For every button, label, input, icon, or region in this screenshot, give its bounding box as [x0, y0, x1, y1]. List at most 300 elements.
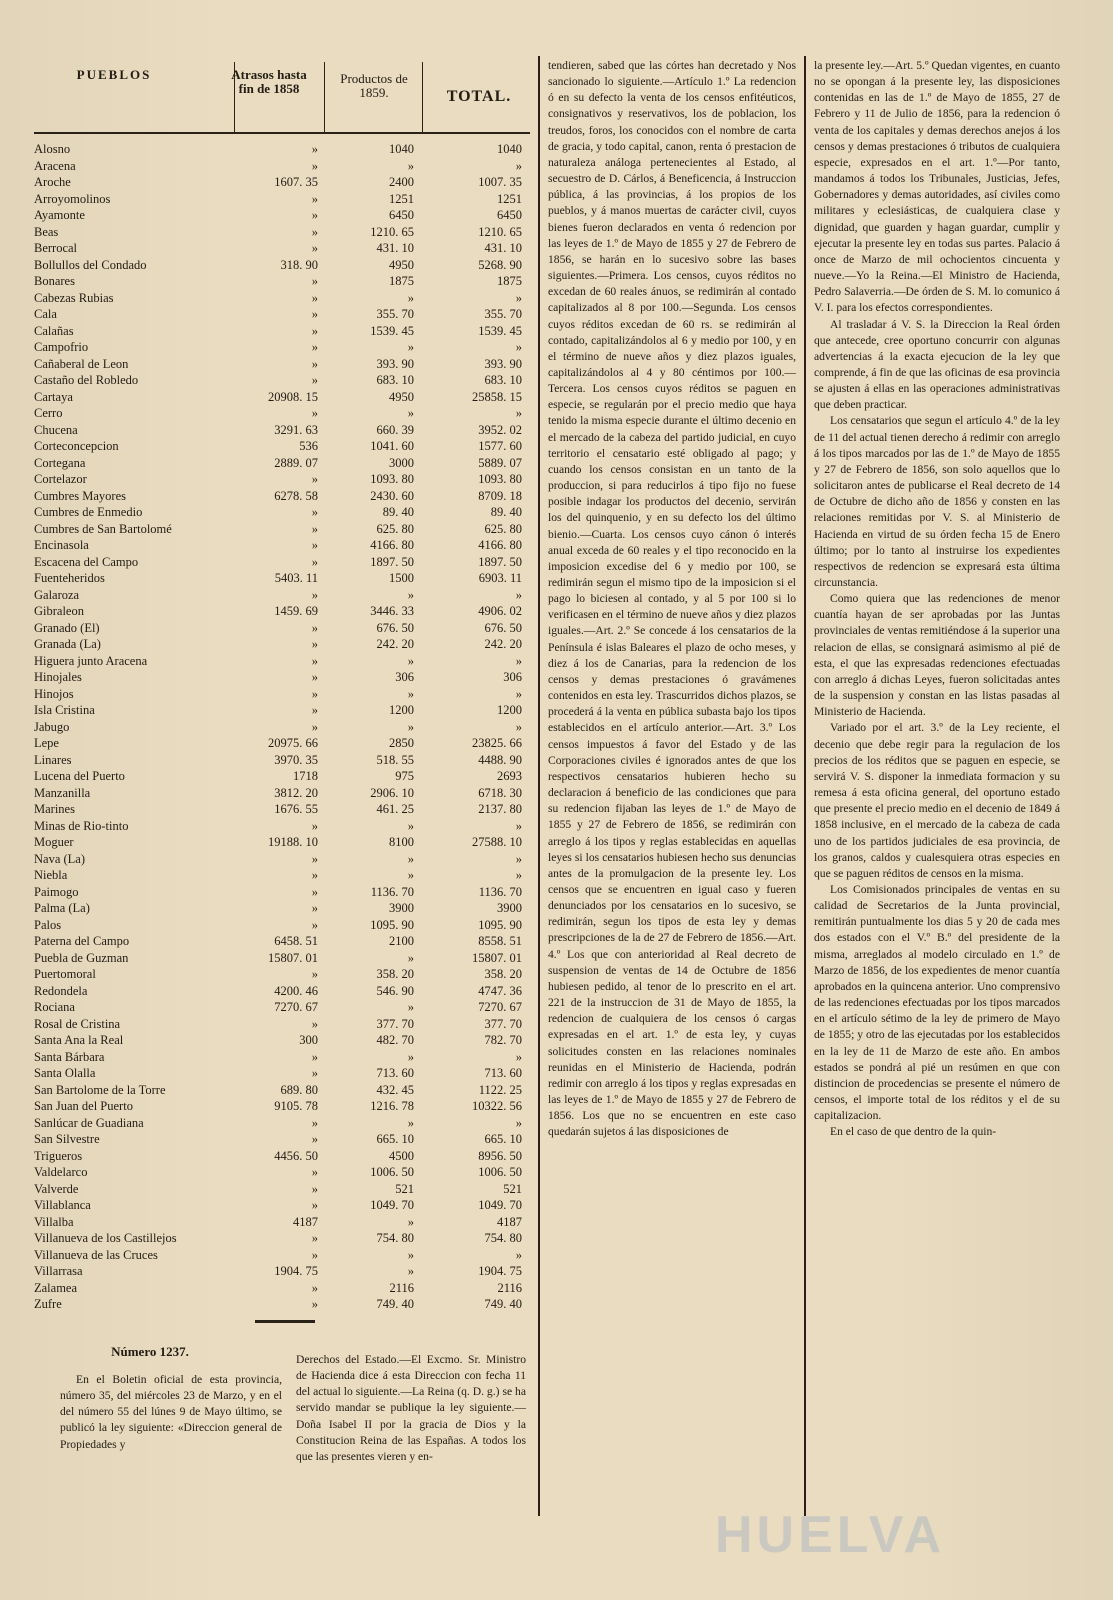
atrasos-cell: 3812. 20	[274, 785, 318, 800]
total-cell: 27588. 10	[472, 835, 522, 849]
total-cell: 8709. 18	[478, 488, 522, 503]
pueblo-cell: Puertomoral	[34, 967, 96, 981]
atrasos-cell: »	[311, 191, 318, 206]
pueblo-cell: Cumbres de San Bartolomé	[34, 521, 172, 536]
productos-cell: 1875	[389, 274, 414, 288]
atrasos-cell: 2889. 07	[274, 455, 318, 470]
pueblo-cell: Cartaya	[34, 389, 73, 404]
atrasos-cell: »	[311, 1181, 318, 1196]
atrasos-cell: »	[311, 670, 318, 684]
pueblo-cell: Hinojales	[34, 670, 82, 684]
censos-table	[34, 62, 530, 1322]
table-row	[34, 455, 530, 472]
table-row	[34, 438, 530, 455]
pueblo-cell: Rociana	[34, 1000, 75, 1014]
pueblo-cell: Higuera junto Aracena	[34, 653, 148, 668]
atrasos-cell: »	[311, 1198, 318, 1212]
pueblo-cell: Moguer	[34, 835, 74, 849]
total-cell: 2137. 80	[478, 802, 522, 816]
total-cell: 6450	[497, 208, 522, 222]
total-cell: 1904. 75	[478, 1264, 522, 1278]
productos-cell: 432. 45	[376, 1082, 414, 1097]
atrasos-cell: 318. 90	[280, 257, 318, 272]
pueblo-cell: Beas	[34, 224, 59, 239]
productos-cell: »	[407, 1000, 414, 1014]
productos-cell: 3900	[389, 901, 414, 915]
productos-cell: 749. 40	[376, 1297, 414, 1311]
pueblo-cell: Cabezas Rubias	[34, 290, 114, 305]
total-cell: 5268. 90	[478, 257, 522, 272]
header-pueblos: PUEBLOS	[76, 67, 152, 82]
table-row	[34, 1131, 530, 1148]
total-cell: 1049. 70	[478, 1198, 522, 1212]
total-cell: »	[515, 406, 522, 420]
table-row	[34, 1148, 530, 1165]
total-cell: 6903. 11	[478, 571, 522, 585]
total-cell: »	[515, 653, 522, 668]
pueblo-cell: Isla Cristina	[34, 703, 95, 717]
productos-cell: 1093. 80	[370, 472, 414, 486]
table-row	[34, 653, 530, 670]
atrasos-cell: »	[311, 967, 318, 981]
productos-cell: 1040	[389, 142, 414, 156]
atrasos-cell: »	[311, 637, 318, 651]
atrasos-cell: 6458. 51	[274, 934, 318, 948]
number-title: Número 1237.	[111, 1344, 189, 1359]
productos-cell: »	[407, 868, 414, 882]
total-cell: 25858. 15	[472, 389, 522, 404]
productos-cell: 3000	[389, 455, 414, 470]
atrasos-cell: 1718	[293, 769, 318, 783]
atrasos-cell: »	[311, 290, 318, 305]
text-column-4	[814, 58, 1060, 1140]
productos-cell: 2100	[389, 934, 414, 948]
atrasos-cell: 20975. 66	[268, 736, 318, 750]
productos-cell: 546. 90	[376, 983, 414, 998]
pueblo-cell: Cortelazor	[34, 472, 87, 486]
pueblo-cell: Jabugo	[34, 719, 70, 734]
pueblo-cell: Villarrasa	[34, 1264, 83, 1278]
table-row	[34, 207, 530, 224]
table-row	[34, 471, 530, 488]
productos-cell: 660. 39	[376, 422, 414, 437]
atrasos-cell: »	[311, 538, 318, 552]
table-row	[34, 735, 530, 752]
total-cell: 4166. 80	[478, 538, 522, 552]
atrasos-cell: »	[311, 554, 318, 569]
total-cell: 625. 80	[484, 521, 522, 536]
total-cell: 1200	[497, 703, 522, 717]
pueblo-cell: Bonares	[34, 274, 75, 288]
header-productos: Productos de 1859.	[340, 71, 408, 100]
atrasos-cell: 6278. 58	[274, 488, 318, 503]
paragraph: Variado por el art. 3.º de la Ley reciente, el decenio que debe regir para la regulacion de los precios de los réditos que se paguen en especie, se servirá V. S. disponer la inmediata formacion y su remesa á esta oficina general, del oportuno estado que presente el precio medio en el decenio de 1849 á 1858 inclusive, en el mercado de la cabeza de cada uno de los partidos judiciales de esa provincia, de los granos, caldos y cualesquiera otras especies en que se paguen réditos de censos en la misma.	[814, 721, 1060, 880]
pueblo-cell: Bollullos del Condado	[34, 257, 147, 272]
productos-cell: 1539. 45	[370, 323, 414, 338]
total-cell: 676. 50	[484, 620, 522, 635]
total-cell: »	[515, 290, 522, 305]
table-row	[34, 1164, 530, 1181]
total-cell: 749. 40	[484, 1297, 522, 1311]
atrasos-cell: 15807. 01	[268, 950, 318, 965]
header-divider	[324, 62, 325, 132]
productos-cell: »	[407, 1264, 414, 1278]
productos-cell: 2906. 10	[370, 785, 414, 800]
productos-cell: 1095. 90	[370, 917, 414, 932]
table-row	[34, 1098, 530, 1115]
productos-cell: 2400	[389, 175, 414, 189]
pueblo-cell: Chucena	[34, 422, 78, 437]
pueblo-cell: Paterna del Campo	[34, 934, 130, 948]
pueblo-cell: Santa Olalla	[34, 1066, 96, 1080]
bottom-paragraph: En el Boletin oficial de esta provincia, número 35, del miércoles 23 de Marzo, y en el del número 55 del lúnes 9 de Mayo último, se publicó la ley siguiente: «Direccion general de Propiedades y	[60, 1373, 282, 1451]
atrasos-cell: »	[311, 158, 318, 173]
total-cell: 3952. 02	[478, 422, 522, 437]
bottom-column-2	[296, 1352, 526, 1465]
productos-cell: 8100	[389, 835, 414, 849]
pueblo-cell: Granado (El)	[34, 620, 100, 635]
pueblo-cell: Calañas	[34, 323, 74, 338]
pueblo-cell: Alosno	[34, 142, 71, 156]
atrasos-cell: 4200. 46	[274, 983, 318, 998]
atrasos-cell: 4187	[293, 1214, 318, 1229]
pueblo-cell: Gibraleon	[34, 604, 84, 618]
pueblo-cell: Niebla	[34, 868, 68, 882]
total-cell: »	[515, 818, 522, 833]
pueblo-cell: Linares	[34, 752, 72, 767]
pueblo-cell: Aracena	[34, 158, 76, 173]
total-cell: 754. 80	[484, 1231, 522, 1245]
atrasos-cell: 300	[299, 1033, 318, 1047]
atrasos-cell: »	[311, 1297, 318, 1311]
productos-cell: »	[407, 158, 414, 173]
table-row	[34, 1296, 530, 1313]
productos-cell: 393. 90	[376, 356, 414, 371]
atrasos-cell: 20908. 15	[268, 389, 318, 404]
atrasos-cell: 3291. 63	[274, 422, 318, 437]
productos-cell: »	[407, 406, 414, 420]
total-cell: »	[515, 1049, 522, 1064]
atrasos-cell: »	[311, 406, 318, 420]
table-row	[34, 554, 530, 571]
productos-cell: »	[407, 851, 414, 866]
atrasos-cell: »	[311, 851, 318, 866]
productos-cell: »	[407, 1214, 414, 1229]
total-cell: 2116	[497, 1280, 522, 1295]
total-cell: 431. 10	[484, 241, 522, 255]
pueblo-cell: Puebla de Guzman	[34, 950, 129, 965]
pueblo-cell: Santa Ana la Real	[34, 1033, 124, 1047]
table-row	[34, 174, 530, 191]
total-cell: 1251	[497, 191, 522, 206]
atrasos-cell: »	[311, 1066, 318, 1080]
table-row	[34, 950, 530, 967]
pueblo-cell: San Juan del Puerto	[34, 1099, 133, 1113]
productos-cell: 4166. 80	[370, 538, 414, 552]
pueblo-cell: Cumbres Mayores	[34, 488, 126, 503]
paragraph: tendieren, sabed que las córtes han decretado y Nos sancionado lo siguiente.—Artículo 1.º La redencion ó en su defecto la venta de los censos enfitéuticos, consignativos y reservativos, los de poblacion, los treudos, foros, los conocidos con el nombre de carta de gracia, y todo capital, canon, renta ó prestacion de naturaleza análoga pertenecientes al Estado, al secuestro de D. Cárlos, á Beneficencia, á Instruccion pública, á las provincias, á los propios de los pueblos, y á manos muertas de carácter civil, cuyos bienes fueron declarados en venta ó redencion por las leyes de 1.º de Mayo de 1855 y 27 de Febrero de 1856, se harán en lo sucesivo sobre las bases siguientes.—Primera. Los censos, cuyos réditos no excedan de 60 reales ánuos, se redimirán al contado capitalizados al 8 por 100.—Segunda. Los censos cuyos réditos excedan de 60 rs. se redimirán al contado, capitalizándolos al 6 y medio por 100, y en el término de nueve años y diez plazos iguales, capitalizándolos al 4 y 80 céntimos por 100.—Tercera. Los censos cuyos réditos se paguen en especie, se regularán por el precio medio que haya tenido la misma especie durante el último decenio en el mercado de la cabeza del partido judicial, en cuyo territorio el censatario esté obligado al pago; y cuando los censos consistan en un tanto de la produccion, si para reducirlos á tipo fijo no fuese posible indagar los productos del decenio, servirán los del quinquenio, y en su defecto los del último bienio.—Cuarta. Los censos cuyo cánon ó interés anual exceda de 60 reales y el tipo reconocido en la imposicion excedise del 6 y medio por 100, se redimirán segun el mismo tipo de la imposicion si el pago lo biciesen al contado, y al 5 por 100 si lo verificasen en el término de nueve años y diez plazos iguales.—Art. 2.º Se concede á los censatarios de la Península é islas Baleares el plazo de ocho meses, y diez á los de Canarias, para la redencion de los censos y demas prestaciones ó gravámenes contenidos en esta ley. Trascurridos dichos plazos, se procederá á la venta en pública subasta bajo los tipos establecidos en el artículo anterior.—Art. 3.º Los censos impuestos á favor del Estado y de las Corporaciones civiles é ignorados antes de que los respectivos censatarios hubieren hecho su declaracion á beneficio de las condiciones que para su redencion fijaban las leyes de 1.º de Mayo de 1855 y 27 de Febrero de 1856, se redimirán con arreglo á los tipos y reglas establecidas en aquellas leyes si los censatarios hubiesen hecho sus denuncias antes de la promulgacion de la presente ley. Los censos que se encuentren en igual caso y fueren denunciados por los censatarios en lo sucesivo, se redimirán, segun los tipos de esta ley y demas prescripciones de la de 27 de Febrero de 1856.—Art. 4.º Los que con anterioridad al Real decreto de suspension de ventas de 14 de Octubre de 1856 hubiesen pedido, al tenor de lo prescrito en el art. 221 de la instruccion de 31 de Mayo de 1855, la redencion de cualquiera de los censos ó cargas expresadas en el art. 1.º de esta ley, y cuyas solicitudes consten en las relaciones nominales reunidas en el Ministerio de Hacienda, podrán redimir con arreglo á los tipos y reglas expresadas en las leyes de 1.º de Mayo de 1855 y 27 de Febrero de 1856. Los que no se encuentren en este caso quedarán sujetos á las disposiciones de	[548, 59, 796, 1139]
productos-cell: 2116	[389, 1280, 414, 1295]
table-row	[34, 1049, 530, 1066]
pueblo-cell: Cañaberal de Leon	[34, 356, 129, 371]
total-cell: 355. 70	[484, 307, 522, 321]
atrasos-cell: »	[311, 901, 318, 915]
table-row	[34, 537, 530, 554]
table-row	[34, 933, 530, 950]
atrasos-cell: »	[311, 620, 318, 635]
productos-cell: »	[407, 1115, 414, 1130]
total-cell: 1210. 65	[478, 224, 522, 239]
atrasos-cell: »	[311, 917, 318, 932]
pueblo-cell: Zalamea	[34, 1280, 78, 1295]
table-row	[34, 1032, 530, 1049]
total-cell: 1897. 50	[478, 554, 522, 569]
total-cell: 8956. 50	[478, 1148, 522, 1163]
pueblo-cell: Santa Bárbara	[34, 1049, 105, 1064]
productos-cell: »	[407, 340, 414, 354]
productos-cell: 2430. 60	[370, 488, 414, 503]
productos-cell: 665. 10	[376, 1132, 414, 1146]
text-column-3	[548, 58, 796, 1140]
productos-cell: 355. 70	[376, 307, 414, 321]
total-cell: 713. 60	[484, 1066, 522, 1080]
productos-cell: 713. 60	[376, 1066, 414, 1080]
total-cell: 5889. 07	[478, 455, 522, 470]
atrasos-cell: 9105. 78	[274, 1099, 318, 1113]
table-row	[34, 801, 530, 818]
atrasos-cell: »	[311, 1247, 318, 1262]
productos-cell: 975	[395, 769, 414, 783]
table-row	[34, 834, 530, 851]
total-cell: »	[515, 1115, 522, 1130]
atrasos-cell: »	[311, 274, 318, 288]
atrasos-cell: 689. 80	[280, 1082, 318, 1097]
total-cell: 89. 40	[490, 505, 522, 519]
productos-cell: 1041. 60	[370, 439, 414, 453]
pueblo-cell: Valdelarco	[34, 1165, 88, 1179]
pueblo-cell: Marines	[34, 802, 75, 816]
pueblo-cell: Ayamonte	[34, 208, 85, 222]
pueblo-cell: Aroche	[34, 175, 71, 189]
atrasos-cell: »	[311, 719, 318, 734]
atrasos-cell: »	[311, 472, 318, 486]
total-cell: 242. 20	[484, 637, 522, 651]
productos-cell: 1210. 65	[370, 224, 414, 239]
table-row	[34, 636, 530, 653]
table-row	[34, 1263, 530, 1280]
productos-cell: 89. 40	[382, 505, 414, 519]
pueblo-cell: Redondela	[34, 983, 88, 998]
table-row	[34, 1181, 530, 1198]
productos-cell: 1136. 70	[370, 884, 414, 899]
atrasos-cell: »	[311, 686, 318, 701]
pueblo-cell: Cala	[34, 307, 57, 321]
atrasos-cell: »	[311, 142, 318, 156]
table-row	[34, 339, 530, 356]
pueblo-cell: Castaño del Robledo	[34, 373, 139, 387]
productos-cell: 242. 20	[376, 637, 414, 651]
column-rule-2	[804, 56, 806, 1516]
table-header	[34, 62, 530, 134]
table-body	[34, 141, 530, 1313]
pueblo-cell: Zufre	[34, 1297, 62, 1311]
header-atrasos: Atrasos hasta fin de 1858	[231, 67, 307, 96]
total-cell: »	[515, 158, 522, 173]
table-row	[34, 521, 530, 538]
total-cell: »	[515, 719, 522, 734]
table-row	[34, 752, 530, 769]
table-row	[34, 290, 530, 307]
productos-cell: 6450	[389, 208, 414, 222]
table-row	[34, 273, 530, 290]
table-row	[34, 669, 530, 686]
atrasos-cell: »	[311, 224, 318, 239]
total-cell: 393. 90	[484, 356, 522, 371]
total-cell: 1577. 60	[478, 439, 522, 453]
pueblo-cell: Rosal de Cristina	[34, 1016, 121, 1031]
bottom-paragraph: Derechos del Estado.—El Excmo. Sr. Ministro de Hacienda dice á esta Direccion con fecha 11 del actual lo siguiente.—La Reina (q. D. g.) se ha servido mandar se publique la ley siguiente.—Doña Isabel II por la gracia de Dios y la Constitucion Reina de las Españas. A todos los que las presentes vieren y en-	[296, 1353, 526, 1463]
pueblo-cell: Paimogo	[34, 884, 79, 899]
atrasos-cell: »	[311, 818, 318, 833]
productos-cell: 461. 25	[376, 802, 414, 816]
table-row	[34, 966, 530, 983]
pueblo-cell: Minas de Rio-tinto	[34, 818, 129, 833]
total-cell: 1095. 90	[478, 917, 522, 932]
pueblo-cell: Cumbres de Enmedio	[34, 505, 143, 519]
atrasos-cell: »	[311, 307, 318, 321]
total-cell: 306	[503, 670, 522, 684]
pueblo-cell: San Silvestre	[34, 1132, 100, 1146]
productos-cell: 1006. 50	[370, 1165, 414, 1179]
atrasos-cell: »	[311, 1016, 318, 1031]
total-cell: 1040	[497, 142, 522, 156]
total-cell: 1007. 35	[478, 175, 522, 189]
header-divider	[422, 62, 423, 132]
total-cell: 15807. 01	[472, 950, 522, 965]
table-row	[34, 422, 530, 439]
pueblo-cell: Lucena del Puerto	[34, 769, 125, 783]
atrasos-cell: »	[311, 241, 318, 255]
total-cell: 1093. 80	[478, 472, 522, 486]
table-row	[34, 1280, 530, 1297]
atrasos-cell: »	[311, 868, 318, 882]
atrasos-cell: 1676. 55	[274, 802, 318, 816]
atrasos-cell: »	[311, 1132, 318, 1146]
total-cell: 358. 20	[484, 967, 522, 981]
pueblo-cell: Nava (La)	[34, 851, 86, 866]
productos-cell: »	[407, 719, 414, 734]
pueblo-cell: Cerro	[34, 406, 63, 420]
total-cell: »	[515, 1247, 522, 1262]
productos-cell: 1897. 50	[370, 554, 414, 569]
productos-cell: 482. 70	[376, 1033, 414, 1047]
table-row	[34, 1115, 530, 1132]
productos-cell: »	[407, 818, 414, 833]
productos-cell: 1049. 70	[370, 1198, 414, 1212]
productos-cell: 2850	[389, 736, 414, 750]
atrasos-cell: »	[311, 340, 318, 354]
total-cell: 7270. 67	[478, 1000, 522, 1014]
table-row	[34, 488, 530, 505]
productos-cell: »	[407, 653, 414, 668]
total-cell: 782. 70	[484, 1033, 522, 1047]
total-cell: 2693	[497, 769, 522, 783]
total-cell: 1136. 70	[478, 884, 522, 899]
paragraph: la presente ley.—Art. 5.º Quedan vigentes, en cuanto no se opongan á la presente ley, las disposiciones contenidas en las de 1.º de Mayo de 1855, 27 de Febrero y 11 de Julio de 1856, para la redencion ó venta de los capitales y demas derechos anejos á los censos y demas prestaciones ó tributos de cualquiera especie, expresados en el art. 1.º—Por tanto, mandamos á todos los Tribunales, Justicias, Jefes, Gobernadores y demas autoridades, así civiles como militares y eclesiásticas, de cualquiera clase y dignidad, que guarden y hagan guardar, cumplir y ejecutar la presente ley en todas sus partes. Palacio á once de Marzo de mil ochocientos cincuenta y nueve.—Yo la Reina.—El Ministro de Hacienda, Pedro Salaverria.—De órden de S. M. lo comunico á V. I. para los efectos correspondientes.	[814, 59, 1060, 315]
productos-cell: »	[407, 290, 414, 305]
atrasos-cell: »	[311, 373, 318, 387]
section-rule	[255, 1320, 315, 1323]
table-row	[34, 191, 530, 208]
total-cell: »	[515, 851, 522, 866]
atrasos-cell: »	[311, 1280, 318, 1295]
paragraph: En el caso de que dentro de la quin-	[830, 1125, 997, 1139]
table-row	[34, 372, 530, 389]
pueblo-cell: Lepe	[34, 736, 59, 750]
atrasos-cell: »	[311, 521, 318, 536]
table-row	[34, 587, 530, 604]
productos-cell: 1500	[389, 571, 414, 585]
bottom-column-1	[60, 1372, 282, 1453]
table-row	[34, 306, 530, 323]
productos-cell: 754. 80	[376, 1231, 414, 1245]
total-cell: »	[515, 587, 522, 602]
pueblo-cell: Campofrio	[34, 340, 89, 354]
total-cell: 1122. 25	[478, 1082, 522, 1097]
table-row	[34, 620, 530, 637]
column-rule-1	[538, 56, 540, 1516]
table-row	[34, 900, 530, 917]
table-row	[34, 603, 530, 620]
atrasos-cell: »	[311, 1231, 318, 1245]
productos-cell: 521	[395, 1181, 414, 1196]
atrasos-cell: 5403. 11	[274, 571, 318, 585]
table-row	[34, 1197, 530, 1214]
total-cell: 3900	[497, 901, 522, 915]
atrasos-cell: »	[311, 587, 318, 602]
atrasos-cell: »	[311, 1115, 318, 1130]
total-cell: »	[515, 868, 522, 882]
pueblo-cell: Escacena del Campo	[34, 554, 139, 569]
pueblo-cell: Valverde	[34, 1181, 79, 1196]
total-cell: 10322. 56	[472, 1099, 522, 1113]
table-row	[34, 983, 530, 1000]
atrasos-cell: »	[311, 1165, 318, 1179]
productos-cell: 4950	[389, 389, 414, 404]
paragraph: Los censatarios que segun el artículo 4.º de la ley de 11 del actual tienen derecho á redimir con arreglo á los tipos marcados por las de 1.º de Mayo de 1855 y 27 de Febrero de 1856, son solo aquellos que lo solicitaron antes de publicarse el Real decreto de 14 de Octubre de dicho año de 1856 y consten en las relaciones remitidas por V. S. al Ministerio de Hacienda en virtud de su órden fecha 15 de Enero último; por lo tanto al instruirse los expedientes respectivos de redencion se expresará esta última circunstancia.	[814, 414, 1060, 589]
pueblo-cell: Corteconcepcion	[34, 439, 119, 453]
total-cell: 23825. 66	[472, 736, 522, 750]
table-row	[34, 224, 530, 241]
atrasos-cell: »	[311, 356, 318, 371]
total-cell: 683. 10	[484, 373, 522, 387]
productos-cell: 625. 80	[376, 521, 414, 536]
atrasos-cell: »	[311, 208, 318, 222]
atrasos-cell: 19188. 10	[268, 835, 318, 849]
atrasos-cell: 3970. 35	[274, 752, 318, 767]
paragraph: Al trasladar á V. S. la Direccion la Real órden que antecede, cree oportuno concurrir con algunas advertencias á la exacta ejecucion de la ley que comprende, á fin de que las oficinas de esa provincia se ajusten á ellas en las operaciones administrativas que deben practicar.	[814, 317, 1060, 412]
atrasos-cell: »	[311, 653, 318, 668]
table-row	[34, 702, 530, 719]
productos-cell: 676. 50	[376, 620, 414, 635]
pueblo-cell: Trigueros	[34, 1148, 83, 1163]
pueblo-cell: Manzanilla	[34, 785, 91, 800]
table-row	[34, 818, 530, 835]
table-row	[34, 323, 530, 340]
total-cell: 4747. 36	[478, 983, 522, 998]
total-cell: 8558. 51	[478, 934, 522, 948]
pueblo-cell: Villalba	[34, 1214, 74, 1229]
